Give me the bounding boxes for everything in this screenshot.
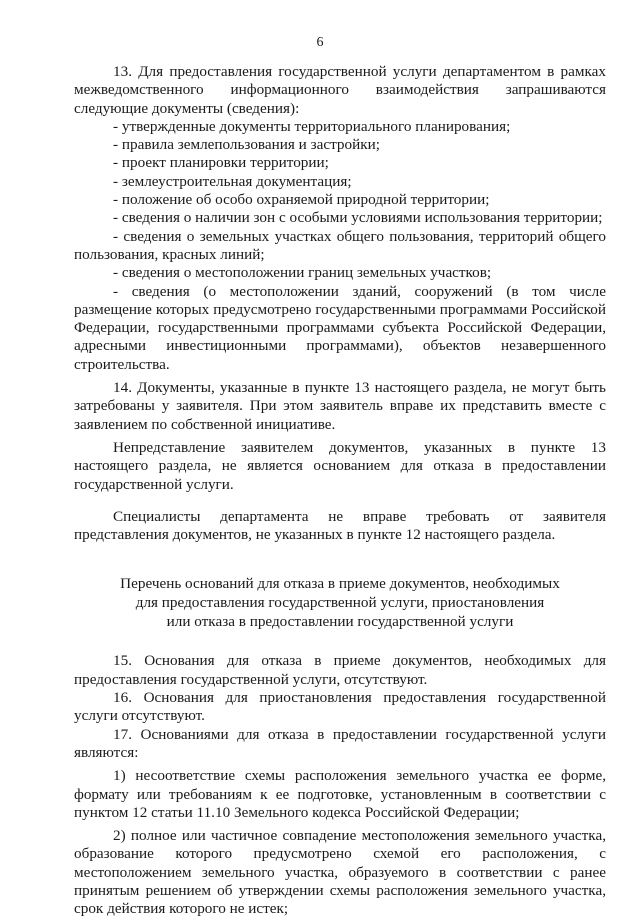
section-15-paragraph: 15. Основания для отказа в приеме документов, необходимых для предоставления государственной услуги, отсутствуют. — [74, 652, 606, 688]
section-17-item-1: 1) несоответствие схемы расположения земельного участка ее форме, формату или требованиям к ее подготовке, установленным в соответствии с пунктом 12 статьи 11.10 Земельного кодекса Российской Федерации; — [74, 767, 606, 821]
section-13-intro: 13. Для предоставления государственной услуги департаментом в рамках межведомственного информационного взаимодействия запрашиваются следующие документы (сведения): — [74, 63, 606, 117]
section-13-item: - правила землепользования и застройки; — [113, 136, 380, 154]
section-17-item-2: 2) полное или частичное совпадение местоположения земельного участка, образование которого предусмотрено схемой его расположения, с местоположением земельного участка, образуемого в соответствии с ранее принятым решением об утверждении схемы расположения земельного участка, срок действия которого не истек; — [74, 827, 606, 918]
section-heading-line: Перечень оснований для отказа в приеме документов, необходимых — [120, 575, 560, 593]
page-number: 6 — [316, 35, 324, 50]
section-16-paragraph: 16. Основания для приостановления предоставления государственной услуги отсутствуют. — [74, 689, 606, 725]
section-14-paragraph-1: 14. Документы, указанные в пункте 13 настоящего раздела, не могут быть затребованы у заявителя. При этом заявитель вправе их представить вместе с заявлением по собственной инициативе. — [74, 379, 606, 433]
section-13-item: - сведения (о местоположении зданий, сооружений (в том числе размещение которых предусмотрено государственными программами Российской Федерации, государственными программами субъекта Российской Федерации, адресными инвестиционными программами), объектов незавершенного строительства. — [74, 282, 606, 373]
section-13-item: - сведения о местоположении границ земельных участков; — [113, 264, 492, 282]
section-13-item: - сведения о земельных участках общего пользования, территорий общего пользования, красных линий; — [74, 227, 606, 263]
section-heading-line: или отказа в предоставлении государственной услуги — [166, 613, 514, 631]
document-body — [74, 63, 606, 919]
section-13-item: - утвержденные документы территориального планирования; — [113, 117, 511, 135]
section-13-item: - сведения о наличии зон с особыми условиями использования территории; — [113, 209, 603, 227]
section-14-paragraph-2: Непредставление заявителем документов, указанных в пункте 13 настоящего раздела, не является основанием для отказа в предоставлении государственной услуги. — [74, 438, 606, 493]
section-13-item: - положение об особо охраняемой природной территории; — [113, 191, 490, 209]
section-heading — [74, 574, 606, 631]
section-14-paragraph-3: Специалисты департамента не вправе требовать от заявителя представления документов, не указанных в пункте 12 настоящего раздела. — [74, 507, 606, 544]
section-17-intro: 17. Основаниями для отказа в предоставлении государственной услуги являются: — [74, 725, 606, 761]
section-13-item: - землеустроительная документация; — [113, 172, 352, 190]
section-13-item: - проект планировки территории; — [113, 154, 329, 172]
section-heading-line: для предоставления государственной услуги, приостановления — [135, 594, 545, 612]
